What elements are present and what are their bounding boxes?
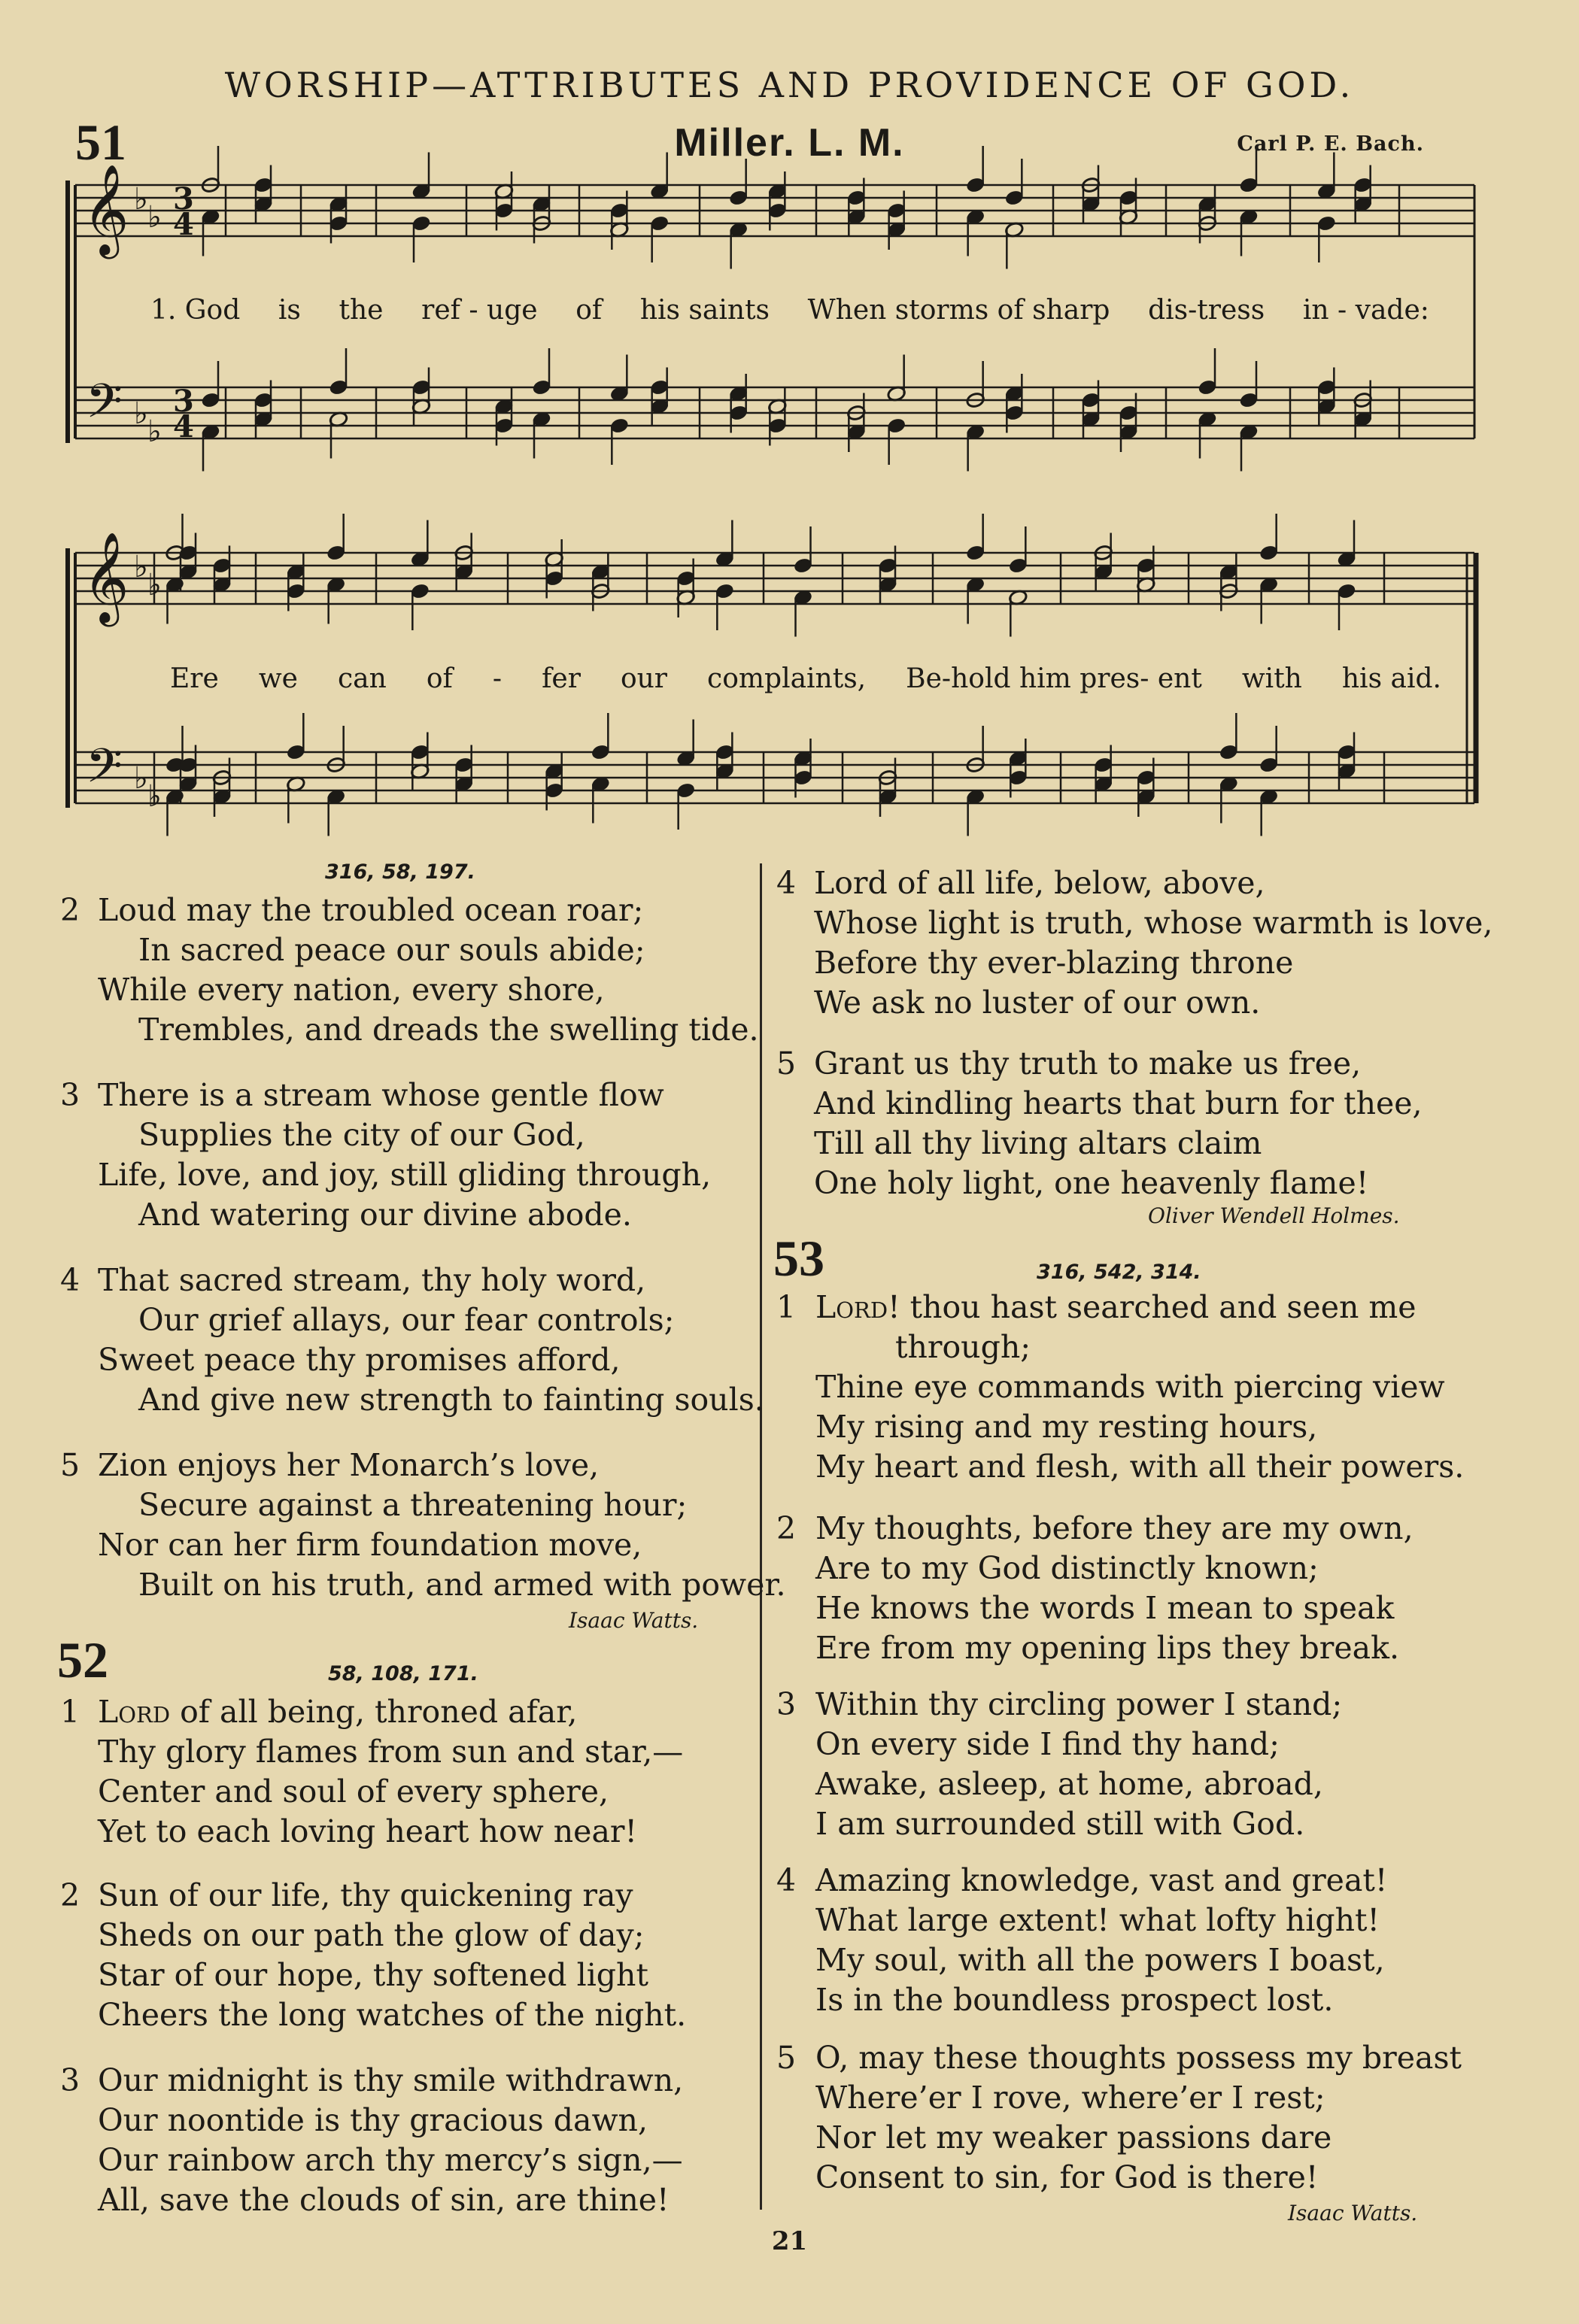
- stanza-number: 3: [776, 1686, 797, 1722]
- lyric-syllable: our: [620, 663, 668, 694]
- stanza: [776, 1288, 1464, 1487]
- stanza: [60, 1692, 683, 1852]
- stanza-line: Zion enjoys her Monarch’s love,: [98, 1447, 600, 1483]
- stanza-line: Lord of all life, below, above,: [814, 865, 1265, 901]
- hymn-number-52: 52: [57, 1631, 108, 1688]
- hymn-number-53: 53: [773, 1230, 824, 1287]
- stanza-number: 2: [60, 892, 80, 928]
- stanza-number: 2: [60, 1877, 80, 1913]
- stanza-line: [776, 1288, 1464, 1327]
- stanza-number: 4: [776, 865, 797, 901]
- stanza-line: Before thy ever-blazing throne: [814, 945, 1294, 981]
- stanza-line: Thine eye commands with piercing view: [815, 1369, 1445, 1405]
- lyric-syllable: of: [426, 663, 453, 694]
- lyric-syllable: his aid.: [1341, 663, 1441, 694]
- stanza-number: 1: [776, 1289, 797, 1325]
- stanza-line: Our midnight is thy smile withdrawn,: [98, 2062, 684, 2098]
- hymn-51-author: Isaac Watts.: [569, 1608, 699, 1633]
- stanza-line: Star of our hope, thy softened light: [98, 1957, 648, 1993]
- lyric-syllable: 1. God: [150, 295, 241, 326]
- bass-clef: 𝄢: [86, 738, 123, 805]
- stanza: [60, 1076, 711, 1235]
- stanza: [60, 890, 759, 1050]
- stanza-line: Nor can her firm foundation move,: [98, 1527, 642, 1563]
- stanza-line: [60, 1692, 683, 1732]
- line-rest: ! thou hast searched and seen me: [888, 1289, 1417, 1325]
- stanza-line: My soul, with all the powers I boast,: [815, 1942, 1385, 1978]
- stanza-line: My rising and my resting hours,: [815, 1409, 1318, 1445]
- stanza-line: Life, love, and joy, still gliding through,: [98, 1157, 712, 1193]
- stanza-line: Secure against a threatening hour;: [138, 1487, 688, 1523]
- stanza-line: Ere from my opening lips they break.: [815, 1630, 1399, 1666]
- lyrics-line-2: [170, 663, 1441, 694]
- stanza-line: Consent to sin, for God is there!: [815, 2159, 1319, 2195]
- stanza-line: Loud may the troubled ocean roar;: [98, 892, 644, 928]
- stanza-line: One holy light, one heavenly flame!: [814, 1165, 1369, 1201]
- stanza-number: 2: [776, 1510, 797, 1546]
- lyric-syllable: Be-hold him pres- ent: [906, 663, 1202, 694]
- stanza-line: And watering our divine abode.: [138, 1197, 632, 1233]
- stanza-line: What large extent! what lofty hight!: [815, 1902, 1380, 1938]
- stanza: [776, 1861, 1387, 2020]
- stanza-line: Are to my God distinctly known;: [815, 1550, 1319, 1586]
- small-caps-word: Lord: [98, 1694, 171, 1730]
- stanza: [776, 2038, 1462, 2198]
- stanza-line: My thoughts, before they are my own,: [815, 1510, 1414, 1546]
- stanza-line: Whose light is truth, whose warmth is love,: [814, 905, 1493, 941]
- lyric-syllable: his saints: [639, 295, 770, 326]
- lyric-syllable: dis-tress: [1148, 295, 1265, 326]
- stanza-number: 1: [60, 1694, 80, 1730]
- flat-sign: ♭: [134, 182, 148, 217]
- stanza-line: Our rainbow arch thy mercy’s sign,—: [98, 2142, 683, 2178]
- stanza-line: Sun of our life, thy quickening ray: [98, 1877, 633, 1913]
- stanza-line: Is in the boundless prospect lost.: [815, 1982, 1334, 2018]
- stanza: [60, 1261, 764, 1420]
- stanza-line: Trembles, and dreads the swelling tide.: [138, 1012, 759, 1048]
- hymn-52-refs: 58, 108, 171.: [328, 1662, 478, 1685]
- stanza-number: 5: [776, 1045, 797, 1082]
- lyric-syllable: can: [337, 663, 387, 694]
- small-caps-word: Lord: [815, 1289, 888, 1325]
- stanza-line: Within thy circling power I stand;: [815, 1686, 1343, 1722]
- lyric-syllable: is: [278, 295, 301, 326]
- stanza-line: While every nation, every shore,: [98, 972, 605, 1008]
- stanza-line: There is a stream whose gentle flow: [98, 1077, 664, 1113]
- stanza-line: Our noontide is thy gracious dawn,: [98, 2102, 648, 2138]
- flat-sign: ♭: [147, 568, 162, 602]
- treble-clef: 𝄞: [83, 163, 129, 255]
- flat-sign: ♭: [134, 550, 148, 584]
- composer: Carl P. E. Bach.: [1237, 132, 1424, 156]
- stanza-line: Where’er I rove, where’er I rest;: [815, 2080, 1325, 2116]
- time-signature: 4: [173, 409, 194, 444]
- lyric-syllable: ref - uge: [421, 295, 538, 326]
- stanza-line: Sheds on our path the glow of day;: [98, 1917, 645, 1953]
- stanza-line: Yet to each loving heart how near!: [98, 1813, 637, 1849]
- stanza-line: Nor let my weaker passions dare: [815, 2119, 1332, 2156]
- lyric-syllable: Ere: [170, 663, 219, 694]
- stanza-line: He knows the words I mean to speak: [815, 1590, 1395, 1626]
- stanza-line: My heart and flesh, with all their powers.: [815, 1449, 1465, 1485]
- stanza-line: through;: [895, 1329, 1031, 1365]
- stanza-number: 3: [60, 1077, 80, 1113]
- running-head: WORSHIP—ATTRIBUTES AND PROVIDENCE OF GOD.: [224, 65, 1355, 105]
- stanza-line: Awake, asleep, at home, abroad,: [815, 1766, 1323, 1802]
- stanza-number: 5: [776, 2040, 797, 2076]
- treble-clef: 𝄞: [83, 531, 129, 623]
- stanza-line: Supplies the city of our God,: [138, 1117, 585, 1153]
- stanza-line: Built on his truth, and armed with power.: [138, 1567, 786, 1603]
- stanza-line: That sacred stream, thy holy word,: [98, 1262, 646, 1298]
- lyric-syllable: When storms of sharp: [807, 295, 1110, 326]
- hymn-number-51: 51: [75, 114, 126, 171]
- stanza: [776, 1044, 1423, 1203]
- stanza-line: I am surrounded still with God.: [815, 1806, 1305, 1842]
- stanza-line: On every side I find thy hand;: [815, 1726, 1280, 1762]
- stanza: [776, 863, 1492, 1023]
- stanza-line: Grant us thy truth to make us free,: [814, 1045, 1362, 1082]
- stanza-line: Thy glory flames from sun and star,—: [98, 1734, 684, 1770]
- stanza-line: Cheers the long watches of the night.: [98, 1997, 687, 2033]
- lyric-syllable: of: [575, 295, 603, 326]
- lyrics-line-1: [150, 295, 1429, 326]
- lyric-syllable: the: [339, 295, 384, 326]
- hymn-53-author: Isaac Watts.: [1288, 2201, 1418, 2225]
- stanza-number: 4: [60, 1262, 80, 1298]
- lyric-syllable: we: [258, 663, 298, 694]
- stanza-line: Till all thy living altars claim: [814, 1125, 1262, 1161]
- page-number: 21: [771, 2226, 808, 2256]
- stanza-line: Our grief allays, our fear controls;: [138, 1302, 675, 1338]
- lyric-syllable: in - vade:: [1302, 295, 1429, 326]
- stanza-line: And give new strength to fainting souls.: [138, 1382, 764, 1418]
- stanza: [776, 1685, 1342, 1844]
- flat-sign: ♭: [134, 396, 148, 431]
- line-rest: of all being, throned afar,: [170, 1694, 578, 1730]
- flat-sign: ♭: [134, 761, 148, 796]
- stanza: [60, 1446, 786, 1605]
- stanza-line: We ask no luster of our own.: [814, 985, 1261, 1021]
- lyric-syllable: -: [492, 663, 503, 694]
- stanza-line: Center and soul of every sphere,: [98, 1773, 609, 1810]
- flat-sign: ♭: [147, 200, 162, 235]
- stanza-number: 4: [776, 1862, 797, 1898]
- flat-sign: ♭: [147, 779, 162, 814]
- stanza-number: 5: [60, 1447, 80, 1483]
- stanza-line: All, save the clouds of sin, are thine!: [98, 2182, 670, 2218]
- stanza: [60, 2061, 683, 2220]
- hymn-52-author: Oliver Wendell Holmes.: [1148, 1203, 1400, 1228]
- lyric-syllable: with: [1241, 663, 1302, 694]
- stanza-line: O, may these thoughts possess my breast: [815, 2040, 1462, 2076]
- stanza: [60, 1876, 686, 2035]
- stanza-line: Amazing knowledge, vast and great!: [815, 1862, 1388, 1898]
- hymn-51-refs: 316, 58, 197.: [325, 860, 475, 884]
- time-signature: 3: [173, 384, 194, 419]
- hymn-53-refs: 316, 542, 314.: [1037, 1261, 1201, 1284]
- flat-sign: ♭: [147, 414, 162, 449]
- stanza-number: 3: [60, 2062, 80, 2098]
- stanza-line: Sweet peace thy promises afford,: [98, 1342, 621, 1378]
- time-signature: 4: [173, 207, 194, 242]
- music-score: [0, 0, 1579, 857]
- stanza-line: In sacred peace our souls abide;: [138, 932, 645, 968]
- lyric-syllable: complaints,: [707, 663, 867, 694]
- tune-name: Miller. L. M.: [674, 121, 905, 165]
- bass-clef: 𝄢: [86, 373, 123, 440]
- stanza: [776, 1509, 1414, 1668]
- stanza-line: And kindling hearts that burn for thee,: [814, 1085, 1423, 1121]
- lyric-syllable: fer: [542, 663, 581, 694]
- time-signature: 3: [173, 181, 194, 217]
